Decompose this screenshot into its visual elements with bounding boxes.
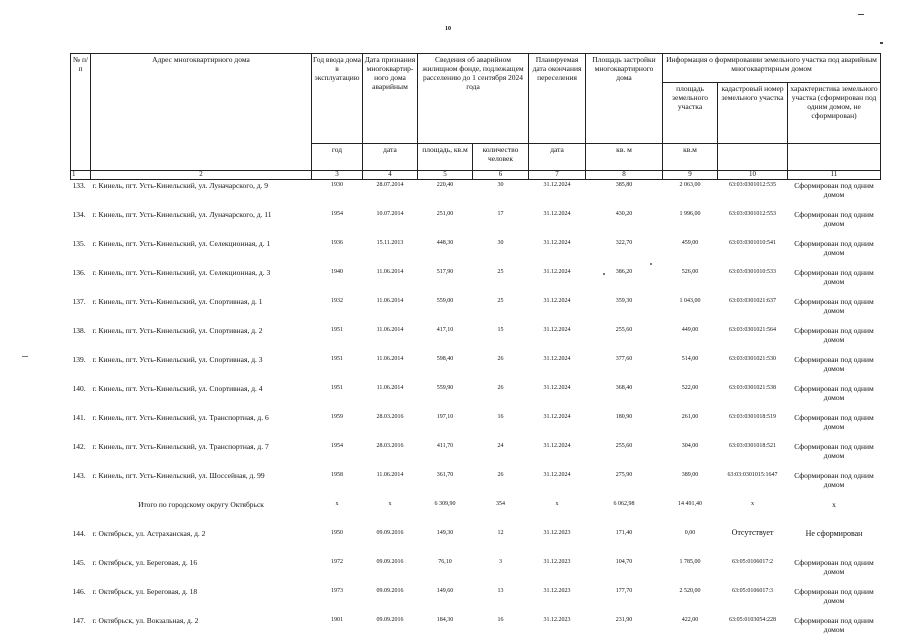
row-number: 144.: [72, 528, 86, 538]
row-date: 11.06.2014: [376, 297, 404, 304]
row-cadastral: 63:03:0301010:541: [729, 239, 777, 246]
row-land-char: Сформирован под одним домом: [794, 209, 874, 228]
row-land-area: 261,00: [681, 413, 699, 420]
row-people: 15: [497, 326, 504, 333]
table-row: [71, 528, 881, 557]
row-built-area: 255,60: [615, 326, 633, 333]
row-cadastral: 63:05:0106017:3: [732, 587, 774, 594]
column-number: 9: [663, 171, 718, 180]
row-number: 138.: [72, 325, 86, 335]
row-date: 11.06.2014: [376, 268, 404, 275]
row-address: г. Октябрьск, ул. Астраханская, д. 2: [92, 528, 206, 538]
unit-sqm: кв. м: [586, 144, 663, 171]
row-address: г. Кинель, пгт. Усть-Кинельский, ул. Селекционная, д. 3: [92, 267, 271, 277]
header-land-info: Информация о формировании земельного участка под аварийным многоквартирным домом: [663, 54, 881, 83]
header-date-emergency: Дата признания многоквартир-ного дома аварийным: [363, 54, 418, 144]
row-area: 149,30: [436, 529, 454, 536]
row-address: г. Кинель, пгт. Усть-Кинельский, ул. Шоссейная, д. 99: [92, 470, 265, 480]
header-built-area: Площадь застройки многоквартирного дома: [586, 54, 663, 144]
row-planned-end: 31.12.2024: [543, 471, 571, 478]
row-year: 1951: [331, 384, 343, 391]
row-area: 251,00: [436, 210, 454, 217]
row-people: 26: [497, 471, 504, 478]
row-address: г. Октябрьск, ул. Вокзальная, д. 2: [92, 615, 199, 625]
row-date: 11.06.2014: [376, 384, 404, 391]
table-row: [71, 615, 881, 644]
row-address: г. Октябрьск, ул. Береговая, д. 16: [92, 557, 198, 567]
row-cadastral: 63:03:0301012:535: [729, 182, 777, 188]
row-number: 134.: [72, 209, 86, 219]
row-built-area: 385,80: [615, 182, 633, 188]
row-area: 361,70: [436, 471, 454, 478]
row-cadastral: 63:05:0106017:2: [732, 558, 774, 565]
table-row: [71, 383, 881, 412]
row-land-char: Сформирован под одним домом: [794, 325, 874, 344]
row-date: 11.06.2014: [376, 326, 404, 333]
row-date: 10.07.2014: [376, 210, 404, 217]
row-people: 30: [497, 239, 504, 246]
scan-mark: [858, 14, 864, 15]
row-address: г. Октябрьск, ул. Береговая, д. 18: [92, 586, 198, 596]
row-area: 448,30: [436, 239, 454, 246]
row-land-char: Сформирован под одним домом: [794, 586, 874, 605]
row-cadastral: Отсутствует: [731, 527, 774, 537]
row-people: 26: [497, 355, 504, 362]
unit-area: площадь, кв.м: [418, 144, 473, 171]
row-planned-end: 31.12.2024: [543, 210, 571, 217]
row-land-area: 449,00: [681, 326, 699, 333]
row-planned-end: 31.12.2023: [543, 558, 571, 565]
row-land-area: 2 063,00: [679, 182, 701, 188]
row-planned-end: 31.12.2024: [543, 413, 571, 420]
row-planned-end: 31.12.2024: [543, 182, 571, 188]
row-people: 25: [497, 297, 504, 304]
column-number: 11: [788, 171, 881, 180]
row-date: 11.06.2014: [376, 355, 404, 362]
row-year: 1936: [331, 239, 343, 246]
row-land-area: 526,00: [681, 268, 699, 275]
row-date: 15.11.2013: [376, 239, 404, 246]
column-number: 2: [91, 171, 312, 180]
table-row: [71, 325, 881, 354]
row-planned-end: 31.12.2024: [543, 442, 571, 449]
table-row: [71, 470, 881, 499]
row-cadastral: 63:03:0301018:519: [729, 413, 777, 420]
row-address: г. Кинель, пгт. Усть-Кинельский, ул. Транспортная, д. 7: [92, 441, 269, 451]
row-land-area: 2 520,00: [679, 587, 701, 594]
row-year: 1932: [331, 297, 343, 304]
table-row: [71, 267, 881, 296]
row-built-area: 104,70: [615, 558, 633, 565]
row-cadastral: 63:03:0301021:564: [729, 326, 777, 333]
row-number: 139.: [72, 354, 86, 364]
row-land-area: 514,00: [681, 355, 699, 362]
row-land-area: 304,00: [681, 442, 699, 449]
row-land-char: Сформирован под одним домом: [794, 615, 874, 634]
row-built-area: 386,20: [615, 268, 633, 275]
row-built-area: 171,40: [615, 529, 633, 536]
row-land-area: 1 996,00: [679, 210, 701, 217]
row-area: 220,40: [436, 182, 454, 188]
unit-sqm2: кв.м: [663, 144, 718, 171]
row-land-area: 1 785,00: [679, 558, 701, 565]
row-people: 26: [497, 384, 504, 391]
row-land-char: Сформирован под одним домом: [794, 296, 874, 315]
row-number: 136.: [72, 267, 86, 277]
row-land-char: Сформирован под одним домом: [794, 383, 874, 402]
row-date: 28.03.2016: [376, 413, 404, 420]
row-planned-end: 31.12.2024: [543, 355, 571, 362]
table-row: [71, 296, 881, 325]
row-cadastral: 63:03:0301021:637: [729, 297, 777, 304]
row-area: 184,30: [436, 616, 454, 623]
row-year: 1959: [331, 413, 343, 420]
column-number: 4: [363, 171, 418, 180]
row-number: [71, 499, 91, 528]
row-cadastral: x: [751, 500, 755, 507]
row-land-char: x: [832, 499, 836, 509]
row-year: 1954: [331, 442, 343, 449]
column-number: 5: [418, 171, 473, 180]
table-row: [71, 354, 881, 383]
row-area: 149,60: [436, 587, 454, 594]
row-people: 12: [497, 529, 504, 536]
row-date: 09.09.2016: [376, 616, 404, 623]
row-address: г. Кинель, пгт. Усть-Кинельский, ул. Луначарского, д. 11: [92, 209, 272, 219]
row-area: 517,90: [436, 268, 454, 275]
row-number: 146.: [72, 586, 86, 596]
row-planned-end: 31.12.2024: [543, 326, 571, 333]
row-area: 559,90: [436, 384, 454, 391]
header-emergency-info: Сведения об аварийном жилищном фонде, подлежащем расселению до 1 сентября 2024 года: [418, 54, 529, 144]
row-planned-end: 31.12.2024: [543, 297, 571, 304]
row-land-area: 422,00: [681, 616, 699, 623]
row-year: 1972: [331, 558, 343, 565]
header-land-char: характеристика земельного участка (сформирован под одним домом, не сформирован): [788, 83, 881, 144]
row-land-char: Сформирован под одним домом: [794, 181, 874, 199]
row-year: 1973: [331, 587, 343, 594]
row-land-area: 522,00: [681, 384, 699, 391]
row-number: 145.: [72, 557, 86, 567]
row-land-char: Сформирован под одним домом: [794, 441, 874, 460]
row-year: 1951: [331, 355, 343, 362]
unit-people: количество человек: [473, 144, 529, 171]
row-land-char: Сформирован под одним домом: [794, 470, 874, 489]
row-address: г. Кинель, пгт. Усть-Кинельский, ул. Спортивная, д. 1: [92, 296, 263, 306]
unit-date2: дата: [529, 144, 586, 171]
row-people: 354: [496, 500, 505, 507]
row-year: 1958: [331, 471, 343, 478]
row-cadastral: 63:03:0301021:538: [729, 384, 777, 391]
row-date: 28.07.2014: [376, 182, 404, 188]
housing-register-table: [70, 53, 881, 644]
row-planned-end: 31.12.2024: [543, 239, 571, 246]
header-num: № п/п: [71, 54, 91, 171]
row-people: 25: [497, 268, 504, 275]
row-number: 147.: [72, 615, 86, 625]
row-people: 17: [497, 210, 504, 217]
row-area: 411,70: [436, 442, 454, 449]
row-built-area: 368,40: [615, 384, 633, 391]
row-land-char: Сформирован под одним домом: [794, 238, 874, 257]
total-row: [71, 499, 881, 528]
row-date: x: [388, 500, 392, 507]
row-built-area: 177,70: [615, 587, 633, 594]
row-built-area: 377,60: [615, 355, 633, 362]
table-header: [71, 54, 881, 180]
unit-blank: [718, 144, 788, 171]
row-year: 1930: [331, 182, 343, 188]
row-cadastral: 63:03:0301021:530: [729, 355, 777, 362]
row-land-char: Сформирован под одним домом: [794, 557, 874, 576]
row-planned-end: 31.12.2024: [543, 384, 571, 391]
row-number: 140.: [72, 383, 86, 393]
row-planned-end: 31.12.2024: [543, 268, 571, 275]
row-built-area: 180,90: [615, 413, 633, 420]
column-number: 7: [529, 171, 586, 180]
table-row: [71, 209, 881, 238]
row-address: г. Кинель, пгт. Усть-Кинельский, ул. Луначарского, д. 9: [92, 181, 269, 190]
row-cadastral: 63:03:0301012:553: [729, 210, 777, 217]
header-planned-end: Планируемая дата окончания переселения: [529, 54, 586, 144]
row-land-area: 14 491,40: [678, 500, 703, 507]
row-year: 1954: [331, 210, 343, 217]
row-people: 16: [497, 616, 504, 623]
row-land-area: 0,00: [684, 529, 696, 536]
row-land-area: 459,00: [681, 239, 699, 246]
row-land-char: Не сформирован: [805, 528, 863, 538]
row-year: x: [335, 500, 339, 507]
row-date: 09.09.2016: [376, 587, 404, 594]
row-date: 09.09.2016: [376, 558, 404, 565]
unit-year: год: [312, 144, 363, 171]
row-cadastral: 63:03:0301010:533: [729, 268, 777, 275]
row-cadastral: 63:03:0301015:1647: [727, 471, 778, 478]
page-number: 10: [445, 26, 451, 32]
row-cadastral: 63:05:0103054:228: [729, 616, 777, 623]
column-number: 6: [473, 171, 529, 180]
row-date: 09.09.2016: [376, 529, 404, 536]
row-address: г. Кинель, пгт. Усть-Кинельский, ул. Транспортная, д. 6: [92, 412, 269, 422]
table-row: [71, 412, 881, 441]
row-built-area: 231,90: [615, 616, 633, 623]
column-number: 10: [718, 171, 788, 180]
row-built-area: 322,70: [615, 239, 633, 246]
table-row: [71, 238, 881, 267]
row-planned-end: x: [555, 500, 559, 507]
row-area: 559,00: [436, 297, 454, 304]
header-land-area: площадь земельного участка: [663, 83, 718, 144]
row-built-area: 430,20: [615, 210, 633, 217]
row-area: 197,10: [436, 413, 454, 420]
row-address: Итого по городскому округу Октябрьск: [138, 499, 264, 509]
row-land-area: 389,00: [681, 471, 699, 478]
table-row: [71, 180, 881, 209]
scan-mark: [22, 356, 28, 357]
row-number: 141.: [72, 412, 86, 422]
row-date: 28.03.2016: [376, 442, 404, 449]
header-cadastral: кадастровый номер земельного участка: [718, 83, 788, 144]
row-area: 76,10: [438, 558, 452, 565]
row-address: г. Кинель, пгт. Усть-Кинельский, ул. Спортивная, д. 3: [92, 354, 263, 364]
row-area: 598,40: [436, 355, 454, 362]
table-row: [71, 557, 881, 586]
row-built-area: 6 062,98: [613, 500, 635, 507]
row-date: 11.06.2014: [376, 471, 404, 478]
table-row: [71, 441, 881, 470]
header-year-in-use: Год ввода дома в эксплуатацию: [312, 54, 363, 144]
row-people: 3: [499, 558, 502, 565]
row-year: 1901: [331, 616, 343, 623]
row-area: 417,10: [436, 326, 454, 333]
row-number: 133.: [72, 181, 86, 190]
row-planned-end: 31.12.2023: [543, 587, 571, 594]
row-address: г. Кинель, пгт. Усть-Кинельский, ул. Селекционная, д. 1: [92, 238, 271, 248]
row-year: 1950: [331, 529, 343, 536]
table-body: [71, 180, 881, 644]
row-address: г. Кинель, пгт. Усть-Кинельский, ул. Спортивная, д. 2: [92, 325, 263, 335]
row-land-area: 1 043,00: [679, 297, 701, 304]
row-number: 142.: [72, 441, 86, 451]
row-built-area: 255,60: [615, 442, 633, 449]
row-land-char: Сформирован под одним домом: [794, 267, 874, 286]
row-planned-end: 31.12.2023: [543, 616, 571, 623]
row-number: 135.: [72, 238, 86, 248]
row-year: 1951: [331, 326, 343, 333]
row-number: 143.: [72, 470, 86, 480]
table-row: [71, 586, 881, 615]
row-cadastral: 63:03:0301018:521: [729, 442, 777, 449]
row-built-area: 275,90: [615, 471, 633, 478]
row-planned-end: 31.12.2023: [543, 529, 571, 536]
unit-blank: [788, 144, 881, 171]
column-number: 8: [586, 171, 663, 180]
row-number: 137.: [72, 296, 86, 306]
row-land-char: Сформирован под одним домом: [794, 354, 874, 373]
column-number: 3: [312, 171, 363, 180]
header-address: Адрес многоквартирного дома: [91, 54, 312, 171]
row-people: 16: [497, 413, 504, 420]
row-year: 1940: [331, 268, 343, 275]
column-number: 1: [71, 171, 91, 180]
row-people: 30: [497, 182, 504, 188]
row-people: 24: [497, 442, 504, 449]
unit-date: дата: [363, 144, 418, 171]
row-area: 6 309,90: [434, 500, 456, 507]
scan-mark: [880, 42, 883, 44]
row-people: 13: [497, 587, 504, 594]
row-address: г. Кинель, пгт. Усть-Кинельский, ул. Спортивная, д. 4: [92, 383, 263, 393]
row-land-char: Сформирован под одним домом: [794, 412, 874, 431]
row-built-area: 359,30: [615, 297, 633, 304]
